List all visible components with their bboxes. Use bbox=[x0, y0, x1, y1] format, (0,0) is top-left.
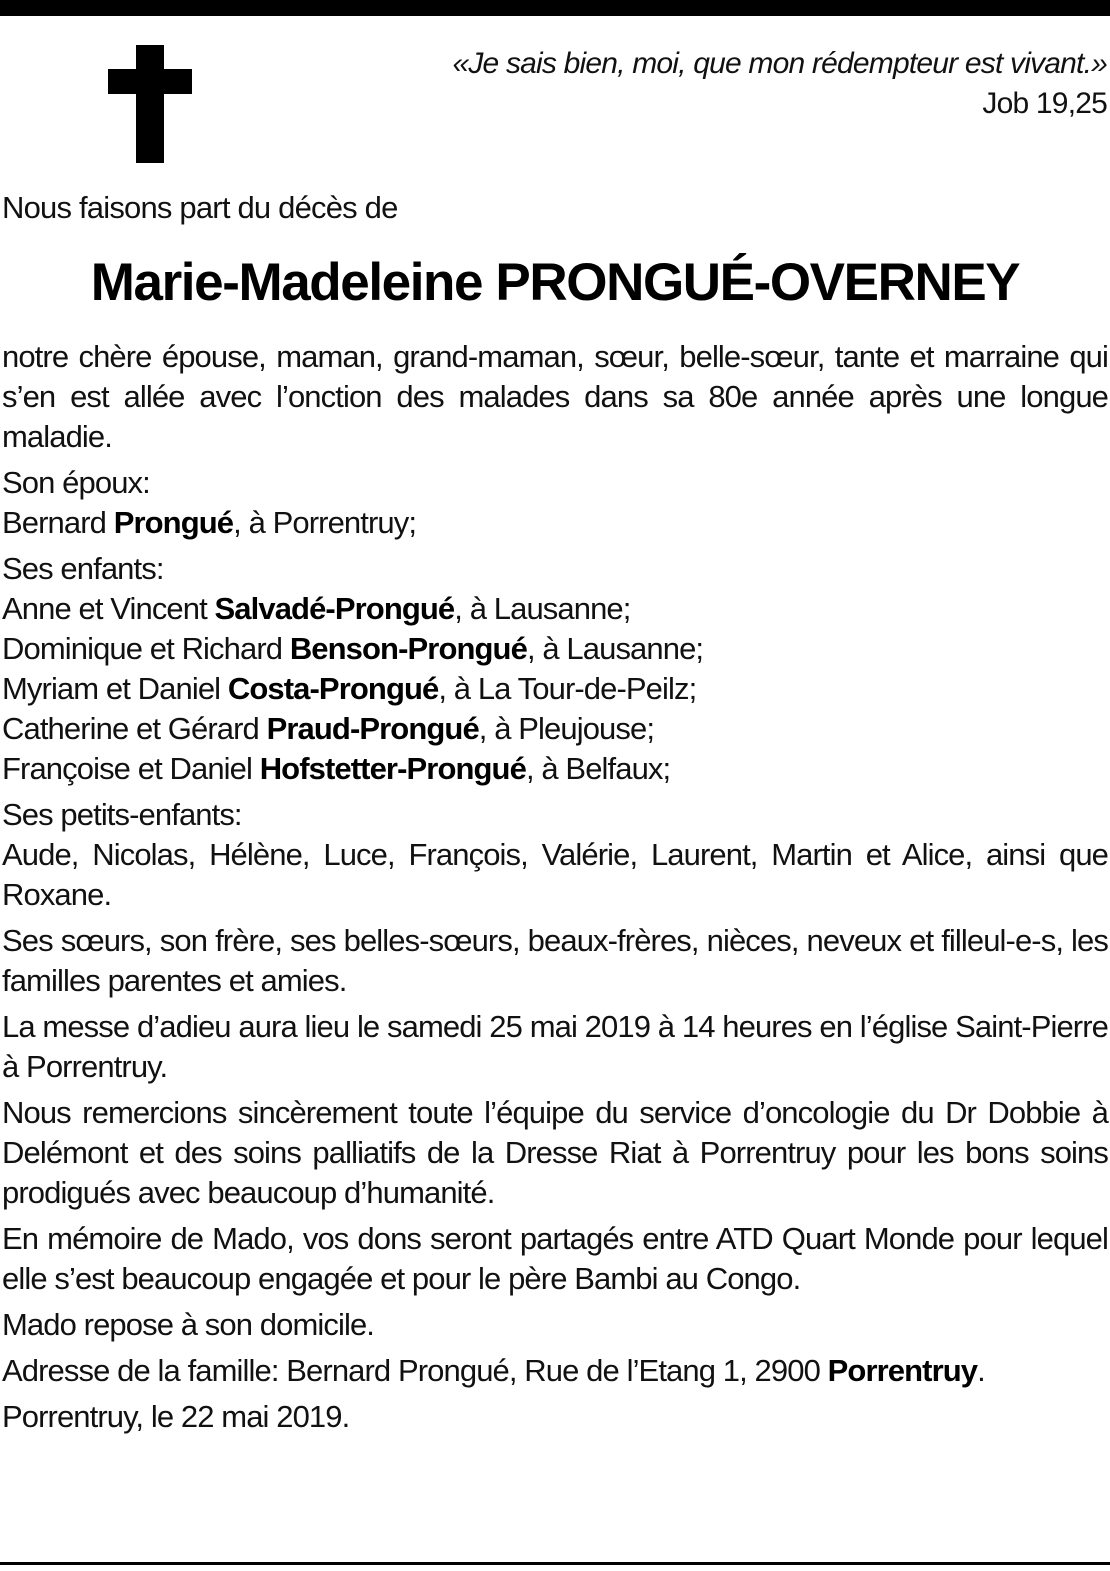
bible-quote bbox=[287, 44, 1107, 124]
quote-reference: Job 19,25 bbox=[982, 87, 1107, 120]
grandchildren-heading: Ses petits-enfants: bbox=[2, 797, 242, 832]
dateline: Porrentruy, le 22 mai 2019. bbox=[2, 1399, 350, 1434]
siblings-paragraph: Ses sœurs, son frère, ses belles-sœurs, beaux-frères, nièces, neveux et filleul-e-s, les familles parentes et amies. bbox=[2, 923, 1108, 998]
grandchildren-section bbox=[2, 795, 1108, 915]
child-line: Anne et Vincent Salvadé-Prongué, à Lausanne; bbox=[2, 591, 631, 626]
notice-body bbox=[2, 337, 1108, 1443]
children-section bbox=[2, 549, 1108, 789]
cross-icon bbox=[108, 45, 192, 163]
spouse-line: Bernard Prongué, à Porrentruy; bbox=[2, 505, 417, 540]
intro-text: Nous faisons part du décès de bbox=[2, 190, 398, 225]
grandchildren-list: Aude, Nicolas, Hélène, Luce, François, Valérie, Laurent, Martin et Alice, ainsi que Roxane. bbox=[2, 837, 1108, 912]
donations-paragraph: En mémoire de Mado, vos dons seront partagés entre ATD Quart Monde pour lequel elle s’est beaucoup engagée et pour le père Bambi au Congo. bbox=[2, 1221, 1108, 1296]
spouse-heading: Son époux: bbox=[2, 465, 150, 500]
child-line: Dominique et Richard Benson-Prongué, à Lausanne; bbox=[2, 631, 704, 666]
mass-paragraph: La messe d’adieu aura lieu le samedi 25 mai 2019 à 14 heures en l’église Saint-Pierre à Porrentruy. bbox=[2, 1009, 1108, 1084]
top-border bbox=[0, 0, 1110, 16]
rest-paragraph: Mado repose à son domicile. bbox=[2, 1307, 375, 1342]
children-heading: Ses enfants: bbox=[2, 551, 164, 586]
bottom-border bbox=[0, 1562, 1110, 1565]
child-line: Catherine et Gérard Praud-Prongué, à Pleujouse; bbox=[2, 711, 655, 746]
child-line: Françoise et Daniel Hofstetter-Prongué, à Belfaux; bbox=[2, 751, 671, 786]
description: notre chère épouse, maman, grand-maman, sœur, belle-sœur, tante et marraine qui s’en est allée avec l’onction des malades dans sa 80e année après une longue maladie. bbox=[2, 339, 1108, 454]
spouse-section bbox=[2, 463, 1108, 543]
child-line: Myriam et Daniel Costa-Prongué, à La Tour-de-Peilz; bbox=[2, 671, 697, 706]
deceased-name: Marie-Madeleine PRONGUÉ-OVERNEY bbox=[90, 253, 1020, 312]
quote-text: «Je sais bien, moi, que mon rédempteur est vivant.» bbox=[452, 47, 1107, 80]
thanks-paragraph: Nous remercions sincèrement toute l’équipe du service d’oncologie du Dr Dobbie à Delémont et des soins palliatifs de la Dresse Riat à Porrentruy pour les bons soins prodigués avec beaucoup d’humanité. bbox=[2, 1095, 1108, 1210]
address-paragraph: Adresse de la famille: Bernard Prongué, Rue de l’Etang 1, 2900 Porrentruy. bbox=[2, 1353, 985, 1388]
